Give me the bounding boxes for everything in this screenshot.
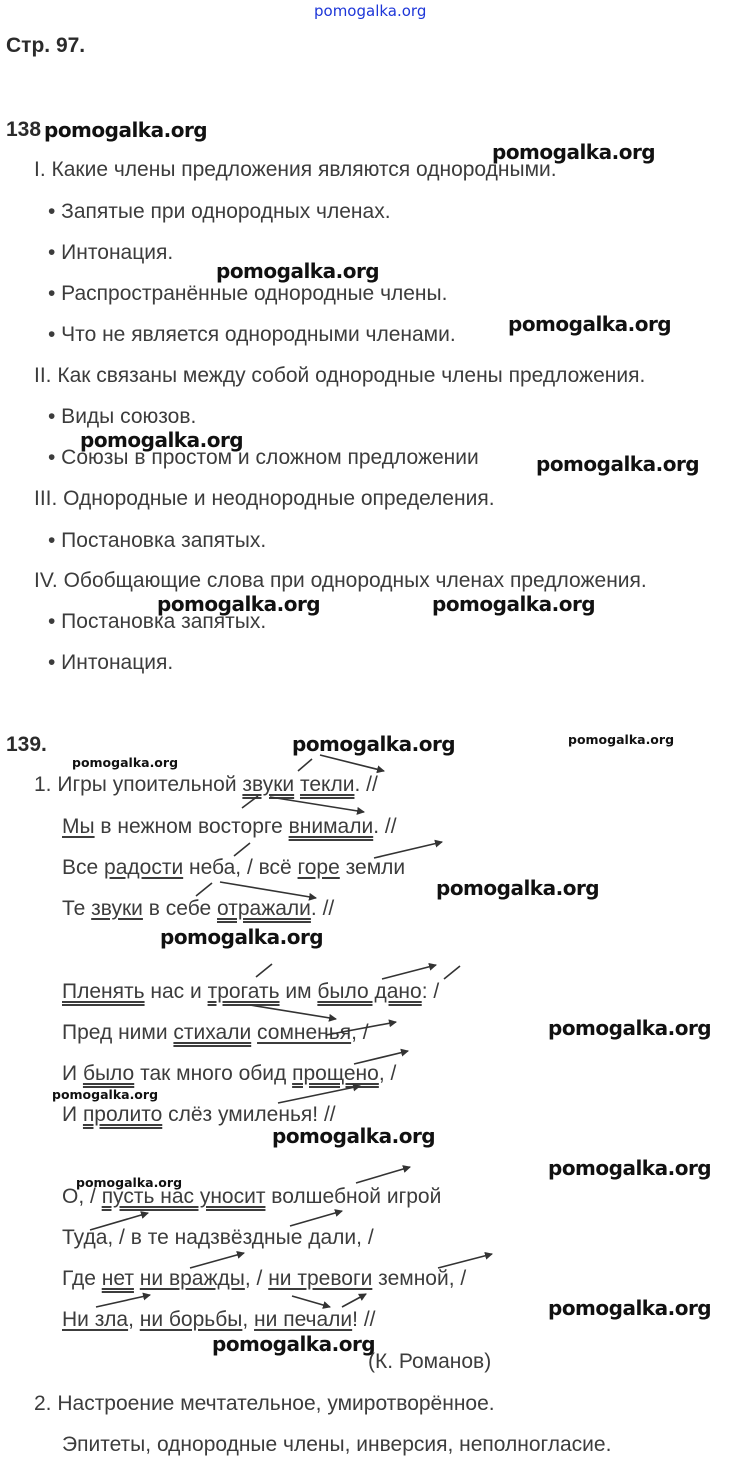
- dependency-arrow: [320, 755, 384, 771]
- plan-item: • Интонация.: [48, 241, 174, 264]
- dependency-arrow: [250, 1005, 336, 1019]
- poem-line-7: И было так много обид прощено, /: [62, 1062, 397, 1085]
- dependency-arrow: [190, 1253, 244, 1268]
- watermark: pomogalka.org: [216, 259, 380, 283]
- plan-item: • Виды союзов.: [48, 405, 197, 428]
- watermark: pomogalka.org: [212, 1332, 376, 1356]
- page-reference: Стр. 97.: [6, 34, 86, 57]
- dependency-arrow: [270, 797, 364, 812]
- watermark: pomogalka.org: [160, 925, 324, 949]
- poem-line-11: Где нет ни вражды, / ни тревоги земной, /: [62, 1267, 467, 1290]
- dependency-arrow: [342, 1294, 366, 1307]
- poem-line-5: Пленять нас и трогать им было дано: /: [62, 980, 440, 1003]
- stress-slash: [444, 966, 460, 979]
- plan-item: III. Однородные и неоднородные определения.: [34, 487, 495, 510]
- stress-slash: [298, 759, 312, 771]
- watermark: pomogalka.org: [568, 732, 675, 747]
- poem-line-10: Туда, / в те надзвёздные дали, /: [62, 1226, 374, 1249]
- exercise-139-number: 139.: [6, 733, 47, 756]
- dependency-arrow: [292, 1296, 330, 1307]
- watermark: pomogalka.org: [44, 118, 208, 142]
- dependency-arrow: [356, 1167, 410, 1183]
- stress-slash: [234, 843, 250, 856]
- answer-2-line-1: 2. Настроение мечтательное, умиротворённое.: [34, 1392, 495, 1415]
- watermark: pomogalka.org: [80, 428, 244, 452]
- stress-slash: [242, 796, 258, 808]
- plan-item: • Постановка запятых.: [48, 610, 267, 633]
- plan-item: IV. Обобщающие слова при однородных членах предложения.: [34, 569, 647, 592]
- dependency-arrow: [90, 1213, 148, 1230]
- poem-line-6: Пред ними стихали сомненья, /: [62, 1021, 369, 1044]
- watermark: pomogalka.org: [76, 1175, 183, 1190]
- plan-item: I. Какие члены предложения являются однородными.: [34, 158, 557, 181]
- dependency-arrow: [220, 882, 316, 898]
- watermark: pomogalka.org: [52, 1087, 159, 1102]
- watermark: pomogalka.org: [548, 1296, 712, 1320]
- stress-slash: [196, 883, 212, 896]
- dependency-arrow: [374, 842, 442, 858]
- poem-line-1: 1. Игры упоительной звуки текли. //: [34, 773, 378, 796]
- poem-line-9: О, / пусть нас уносит волшебной игрой: [62, 1185, 442, 1208]
- dependency-arrow: [438, 1254, 492, 1268]
- dependency-arrow: [96, 1295, 150, 1307]
- watermark: pomogalka.org: [432, 592, 596, 616]
- poem-line-12: Ни зла, ни борьбы, ни печали! //: [62, 1308, 376, 1331]
- dependency-arrow: [354, 1051, 408, 1064]
- plan-item: • Распространённые однородные члены.: [48, 282, 448, 305]
- stress-slash: [256, 964, 272, 977]
- plan-item: • Союзы в простом и сложном предложении: [48, 446, 479, 469]
- watermark: pomogalka.org: [292, 732, 456, 756]
- watermark: pomogalka.org: [548, 1016, 712, 1040]
- watermark: pomogalka.org: [314, 2, 427, 20]
- plan-item: • Что не является однородными членами.: [48, 323, 456, 346]
- poem-line-4: Те звуки в себе отражали. //: [62, 897, 335, 920]
- watermark: pomogalka.org: [436, 876, 600, 900]
- watermark: pomogalka.org: [272, 1124, 436, 1148]
- answer-2-line-2: Эпитеты, однородные члены, инверсия, неполногласие.: [62, 1433, 612, 1456]
- plan-item: • Постановка запятых.: [48, 529, 267, 552]
- dependency-arrow: [326, 1022, 396, 1035]
- dependency-arrow: [290, 1211, 342, 1226]
- dependency-arrow: [278, 1086, 360, 1103]
- poem-line-2: Мы в нежном восторге внимали. //: [62, 815, 397, 838]
- watermark: pomogalka.org: [508, 312, 672, 336]
- plan-item: II. Как связаны между собой однородные члены предложения.: [34, 364, 646, 387]
- watermark: pomogalka.org: [157, 592, 321, 616]
- watermark: pomogalka.org: [72, 755, 179, 770]
- exercise-138-number: 138: [6, 118, 42, 141]
- watermark: pomogalka.org: [536, 452, 700, 476]
- plan-item: • Запятые при однородных членах.: [48, 200, 391, 223]
- poem-line-8: И пролито слёз умиленья! //: [62, 1103, 336, 1126]
- poem-line-3: Все радости неба, / всё горе земли: [62, 856, 406, 879]
- watermark: pomogalka.org: [548, 1156, 712, 1180]
- watermark: pomogalka.org: [492, 140, 656, 164]
- dependency-arrow: [382, 965, 436, 979]
- plan-item: • Интонация.: [48, 651, 174, 674]
- poem-author: (К. Романов): [368, 1350, 492, 1373]
